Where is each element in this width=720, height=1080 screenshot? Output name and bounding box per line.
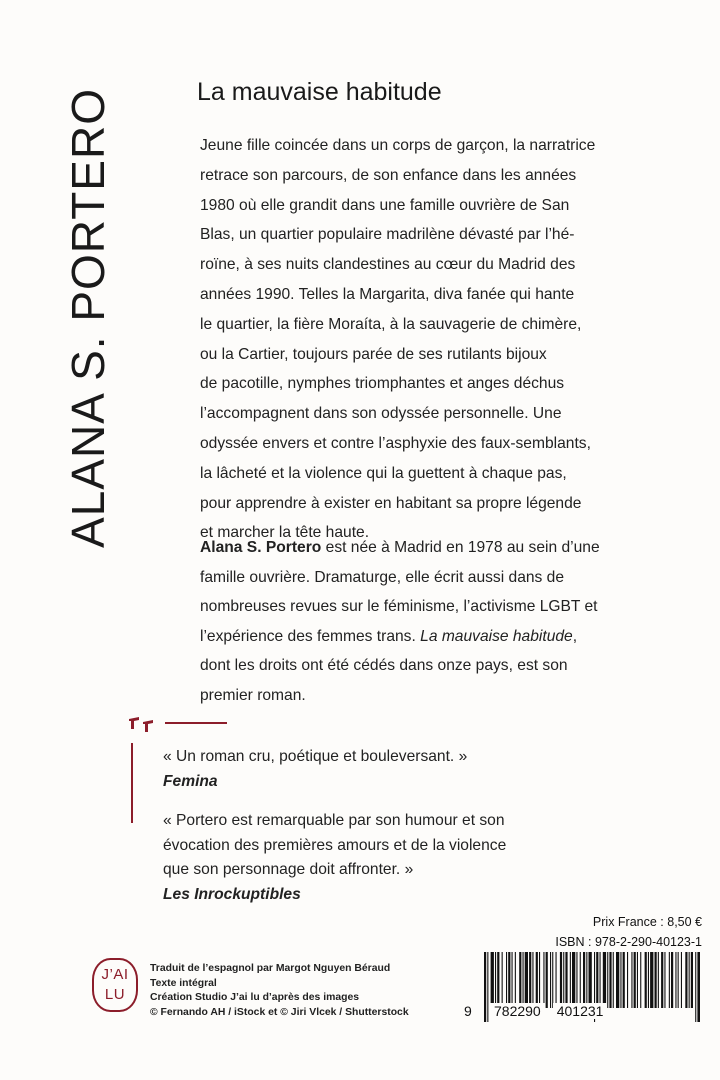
quote-divider-vertical [131,743,133,823]
quote-source: Les Inrockuptibles [163,885,301,903]
bio-text: , [572,627,578,645]
summary-line: l’accompagnent dans son odyssée personnelle. Une [200,405,562,423]
bio-line [200,533,692,563]
bio-book-title: La mauvaise habitude [420,627,573,645]
price-isbn-block [476,912,702,952]
summary-line: roïne, à ses nuits clandestines au cœur du Madrid des [200,256,576,274]
summary-line: le quartier, la fière Moraíta, à la sauvagerie de chimère, [200,315,582,333]
logo-line: LU [104,986,126,1003]
summary-line: la lâcheté et la violence qui la guettent à chaque pas, [200,464,567,482]
price-label: Prix France : 8,50 € [592,915,702,929]
quote-text: que son personnage doit affronter. » [163,861,414,879]
quote-text: « Portero est remarquable par son humour et son [163,812,505,830]
bio-line: premier roman. [200,686,306,704]
bio-line: famille ouvrière. Dramaturge, elle écrit aussi dans de [200,568,565,586]
isbn-label: ISBN : 978-2-290-40123-1 [555,935,702,949]
barcode-digits [464,1003,704,1019]
barcode-digits-left: 782290 [490,1003,545,1019]
logo-line: J’AI [101,966,129,983]
summary-line: années 1990. Telles la Margarita, diva fanée qui hante [200,285,575,303]
quote-mark-icon [127,716,157,734]
summary-line: et marcher la tête haute. [200,524,370,542]
summary-line: Blas, un quartier populaire madrilène dévasté par l’hé- [200,226,575,244]
credits [150,962,450,1020]
quote-source: Femina [163,772,218,790]
press-quotes [163,745,683,908]
bio-line [200,622,692,652]
author-bio [200,533,692,711]
quote-text: évocation des premières amours et de la violence [163,836,507,854]
book-summary [200,131,692,548]
credit-line: Traduit de l’espagnol par Margot Nguyen Béraud [150,963,391,974]
press-quote [163,809,683,907]
bio-line: dont les droits ont été cédés dans onze pays, est son [200,657,568,675]
publisher-logo [92,958,138,1012]
book-title: La mauvaise habitude [197,78,442,106]
summary-line: retrace son parcours, de son enfance dans les années [200,166,577,184]
summary-line: pour apprendre à exister en habitant sa propre légende [200,494,582,512]
barcode-digit-first: 9 [464,1003,472,1019]
summary-line: Jeune fille coincée dans un corps de garçon, la narratrice [200,137,596,154]
bio-line: nombreuses revues sur le féminisme, l’activisme LGBT et [200,598,598,616]
press-quote [163,745,683,794]
summary-line: ou la Cartier, toujours parée de ses rutilants bijoux [200,345,547,363]
credit-line: Texte intégral [150,977,217,989]
summary-line: de pacotille, nymphes triomphantes et anges déchus [200,375,565,393]
summary-line: odyssée envers et contre l’asphyxie des faux-semblants, [200,434,591,452]
credit-line: © Fernando AH / iStock et © Jiri Vlcek / Shutterstock [150,1006,409,1018]
bio-author-name: Alana S. Portero [200,539,322,556]
quote-divider-horizontal [165,722,227,724]
credit-line: Création Studio J’ai lu d’après des images [150,992,360,1003]
bio-text: l’expérience des femmes trans. [200,627,421,645]
author-name-vertical: ALANA S. PORTERO [62,88,114,548]
barcode-digits-right: 401231 [553,1003,608,1019]
quote-text: « Un roman cru, poétique et bouleversant. » [163,748,468,765]
bio-text: est née à Madrid en 1978 au sein d’une [321,539,600,556]
summary-line: 1980 où elle grandit dans une famille ouvrière de San [200,196,570,214]
